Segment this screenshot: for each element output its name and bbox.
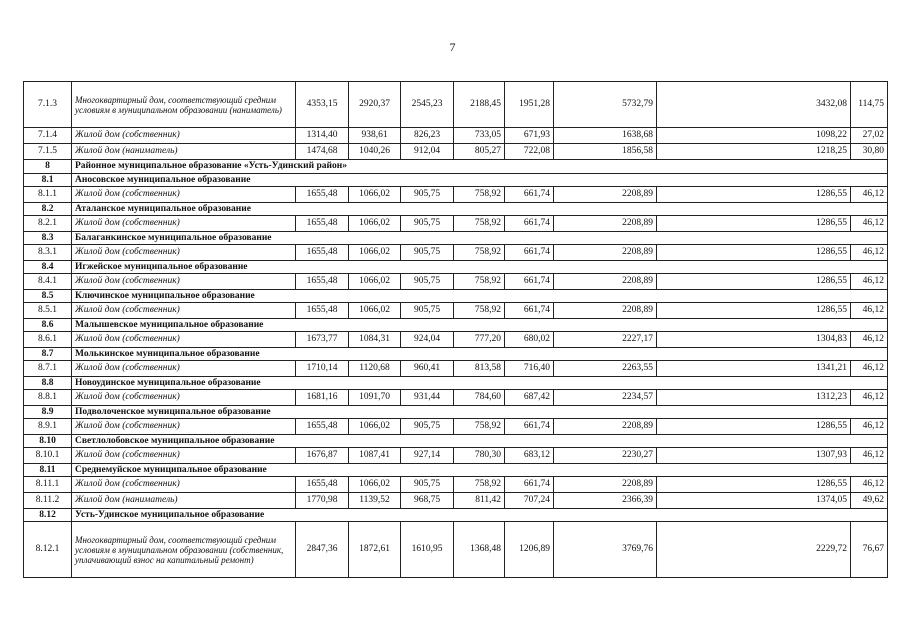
value-cell: 2366,39 <box>554 493 657 509</box>
row-code: 7.1.3 <box>24 82 72 128</box>
value-cell: 1655,48 <box>296 216 349 232</box>
value-cell: 924,04 <box>401 332 454 348</box>
table-row <box>24 390 888 406</box>
value-cell: 1655,48 <box>296 274 349 290</box>
value-cell: 1638,68 <box>554 128 657 144</box>
value-cell: 2208,89 <box>554 477 657 493</box>
section-title: Среднемуйское муниципальное образование <box>72 464 888 477</box>
table-row <box>24 303 888 319</box>
value-cell: 931,44 <box>401 390 454 406</box>
value-cell: 1856,58 <box>554 144 657 160</box>
value-cell: 1368,48 <box>454 522 505 578</box>
value-cell: 114,75 <box>851 82 888 128</box>
value-cell: 1710,14 <box>296 361 349 377</box>
row-code: 8.3 <box>24 232 72 245</box>
table-row <box>24 493 888 509</box>
value-cell: 661,74 <box>505 477 554 493</box>
section-title: Светлолобовское муниципальное образование <box>72 435 888 448</box>
value-cell: 661,74 <box>505 274 554 290</box>
row-code: 8.1 <box>24 174 72 187</box>
table-section-row <box>24 232 888 245</box>
section-title: Новоудинское муниципальное образование <box>72 377 888 390</box>
table-section-row <box>24 290 888 303</box>
section-title: Малышевское муниципальное образование <box>72 319 888 332</box>
value-cell: 49,62 <box>851 493 888 509</box>
value-cell: 76,67 <box>851 522 888 578</box>
value-cell: 1120,68 <box>349 361 401 377</box>
value-cell: 46,12 <box>851 245 888 261</box>
row-code: 8.9.1 <box>24 419 72 435</box>
row-description: Жилой дом (собственник) <box>72 419 296 435</box>
row-code: 8.12 <box>24 509 72 522</box>
value-cell: 1066,02 <box>349 303 401 319</box>
value-cell: 2847,36 <box>296 522 349 578</box>
table-row <box>24 274 888 290</box>
value-cell: 1655,48 <box>296 187 349 203</box>
value-cell: 1206,89 <box>505 522 554 578</box>
value-cell: 2208,89 <box>554 216 657 232</box>
value-cell: 1091,70 <box>349 390 401 406</box>
row-description: Жилой дом (собственник) <box>72 187 296 203</box>
value-cell: 661,74 <box>505 187 554 203</box>
value-cell: 46,12 <box>851 216 888 232</box>
table-body <box>24 82 888 578</box>
value-cell: 2227,17 <box>554 332 657 348</box>
row-description: Жилой дом (собственник) <box>72 274 296 290</box>
value-cell: 1139,52 <box>349 493 401 509</box>
table-row <box>24 361 888 377</box>
table-section-row <box>24 348 888 361</box>
value-cell: 3769,76 <box>554 522 657 578</box>
row-code: 8.11.2 <box>24 493 72 509</box>
value-cell: 960,41 <box>401 361 454 377</box>
table-row <box>24 448 888 464</box>
value-cell: 1066,02 <box>349 187 401 203</box>
value-cell: 780,30 <box>454 448 505 464</box>
row-description: Жилой дом (собственник) <box>72 303 296 319</box>
row-code: 8.8 <box>24 377 72 390</box>
table-section-row <box>24 377 888 390</box>
value-cell: 3432,08 <box>657 82 851 128</box>
value-cell: 1066,02 <box>349 216 401 232</box>
section-title: Аносовское муниципальное образование <box>72 174 888 187</box>
row-code: 8.9 <box>24 406 72 419</box>
value-cell: 1286,55 <box>657 187 851 203</box>
value-cell: 2920,37 <box>349 82 401 128</box>
row-description: Жилой дом (собственник) <box>72 216 296 232</box>
value-cell: 1655,48 <box>296 477 349 493</box>
value-cell: 1610,95 <box>401 522 454 578</box>
table-row <box>24 216 888 232</box>
value-cell: 683,12 <box>505 448 554 464</box>
value-cell: 905,75 <box>401 303 454 319</box>
row-code: 8.5 <box>24 290 72 303</box>
value-cell: 733,05 <box>454 128 505 144</box>
value-cell: 1304,83 <box>657 332 851 348</box>
value-cell: 2208,89 <box>554 245 657 261</box>
row-description: Многоквартирный дом, соответствующий средним условиям в муниципальном образовании (наниматель) <box>72 82 296 128</box>
value-cell: 1218,25 <box>657 144 851 160</box>
row-code: 8.11.1 <box>24 477 72 493</box>
row-description: Жилой дом (собственник) <box>72 128 296 144</box>
row-code: 8.4 <box>24 261 72 274</box>
value-cell: 927,14 <box>401 448 454 464</box>
value-cell: 1374,05 <box>657 493 851 509</box>
value-cell: 661,74 <box>505 303 554 319</box>
value-cell: 1066,02 <box>349 477 401 493</box>
section-title: Районное муниципальное образование «Усть-Удинский район» <box>72 160 888 174</box>
row-code: 8 <box>24 160 72 174</box>
tariff-table <box>23 81 888 578</box>
row-code: 8.5.1 <box>24 303 72 319</box>
value-cell: 661,74 <box>505 216 554 232</box>
section-title: Подволоченское муниципальное образование <box>72 406 888 419</box>
value-cell: 1770,98 <box>296 493 349 509</box>
row-description: Жилой дом (наниматель) <box>72 493 296 509</box>
value-cell: 1286,55 <box>657 245 851 261</box>
value-cell: 46,12 <box>851 303 888 319</box>
row-description: Многоквартирный дом, соответствующий средним условиям в муниципальном образовании (собственник, уплачивающий взнос на капитальный ремонт) <box>72 522 296 578</box>
value-cell: 784,60 <box>454 390 505 406</box>
value-cell: 1286,55 <box>657 274 851 290</box>
value-cell: 1312,23 <box>657 390 851 406</box>
value-cell: 905,75 <box>401 216 454 232</box>
value-cell: 46,12 <box>851 332 888 348</box>
row-code: 8.7.1 <box>24 361 72 377</box>
value-cell: 1655,48 <box>296 419 349 435</box>
value-cell: 27,02 <box>851 128 888 144</box>
value-cell: 46,12 <box>851 361 888 377</box>
value-cell: 1655,48 <box>296 245 349 261</box>
row-description: Жилой дом (наниматель) <box>72 144 296 160</box>
section-title: Аталанское муниципальное образование <box>72 203 888 216</box>
table-row <box>24 187 888 203</box>
table-row <box>24 419 888 435</box>
value-cell: 758,92 <box>454 216 505 232</box>
value-cell: 30,80 <box>851 144 888 160</box>
value-cell: 661,74 <box>505 419 554 435</box>
value-cell: 2229,72 <box>657 522 851 578</box>
value-cell: 2545,23 <box>401 82 454 128</box>
value-cell: 1673,77 <box>296 332 349 348</box>
table-row <box>24 522 888 578</box>
table-section-row <box>24 464 888 477</box>
value-cell: 1098,22 <box>657 128 851 144</box>
table-row <box>24 477 888 493</box>
page-number: 7 <box>449 40 456 54</box>
value-cell: 1066,02 <box>349 245 401 261</box>
value-cell: 4353,15 <box>296 82 349 128</box>
table-main-heading-row <box>24 160 888 174</box>
value-cell: 905,75 <box>401 187 454 203</box>
value-cell: 938,61 <box>349 128 401 144</box>
section-title: Ключинское муниципальное образование <box>72 290 888 303</box>
value-cell: 1286,55 <box>657 477 851 493</box>
value-cell: 46,12 <box>851 419 888 435</box>
value-cell: 5732,79 <box>554 82 657 128</box>
value-cell: 46,12 <box>851 477 888 493</box>
section-title: Балаганкинское муниципальное образование <box>72 232 888 245</box>
table-section-row <box>24 319 888 332</box>
table-section-row <box>24 174 888 187</box>
value-cell: 2208,89 <box>554 274 657 290</box>
table-section-row <box>24 406 888 419</box>
row-code: 8.3.1 <box>24 245 72 261</box>
row-description: Жилой дом (собственник) <box>72 245 296 261</box>
value-cell: 687,42 <box>505 390 554 406</box>
table-row <box>24 332 888 348</box>
value-cell: 1655,48 <box>296 303 349 319</box>
value-cell: 680,02 <box>505 332 554 348</box>
value-cell: 1084,31 <box>349 332 401 348</box>
row-code: 8.1.1 <box>24 187 72 203</box>
value-cell: 716,40 <box>505 361 554 377</box>
value-cell: 1286,55 <box>657 303 851 319</box>
value-cell: 905,75 <box>401 419 454 435</box>
table-section-row <box>24 435 888 448</box>
table-section-row <box>24 509 888 522</box>
section-title: Усть-Удинское муниципальное образование <box>72 509 888 522</box>
value-cell: 811,42 <box>454 493 505 509</box>
row-description: Жилой дом (собственник) <box>72 477 296 493</box>
row-code: 7.1.5 <box>24 144 72 160</box>
value-cell: 1087,41 <box>349 448 401 464</box>
row-description: Жилой дом (собственник) <box>72 332 296 348</box>
value-cell: 905,75 <box>401 245 454 261</box>
value-cell: 758,92 <box>454 187 505 203</box>
row-code: 8.7 <box>24 348 72 361</box>
row-code: 8.4.1 <box>24 274 72 290</box>
value-cell: 805,27 <box>454 144 505 160</box>
value-cell: 46,12 <box>851 390 888 406</box>
row-description: Жилой дом (собственник) <box>72 361 296 377</box>
value-cell: 758,92 <box>454 477 505 493</box>
row-code: 8.10.1 <box>24 448 72 464</box>
value-cell: 1676,87 <box>296 448 349 464</box>
value-cell: 2230,27 <box>554 448 657 464</box>
value-cell: 758,92 <box>454 274 505 290</box>
value-cell: 2208,89 <box>554 187 657 203</box>
value-cell: 661,74 <box>505 245 554 261</box>
value-cell: 2188,45 <box>454 82 505 128</box>
section-title: Игжейское муниципальное образование <box>72 261 888 274</box>
table-section-row <box>24 261 888 274</box>
row-code: 8.12.1 <box>24 522 72 578</box>
row-code: 8.2 <box>24 203 72 216</box>
value-cell: 2208,89 <box>554 419 657 435</box>
value-cell: 1872,61 <box>349 522 401 578</box>
value-cell: 1286,55 <box>657 216 851 232</box>
row-code: 8.8.1 <box>24 390 72 406</box>
value-cell: 826,23 <box>401 128 454 144</box>
row-code: 8.11 <box>24 464 72 477</box>
table-row <box>24 245 888 261</box>
value-cell: 1040,26 <box>349 144 401 160</box>
value-cell: 2263,55 <box>554 361 657 377</box>
row-code: 7.1.4 <box>24 128 72 144</box>
row-code: 8.6.1 <box>24 332 72 348</box>
row-description: Жилой дом (собственник) <box>72 448 296 464</box>
value-cell: 968,75 <box>401 493 454 509</box>
value-cell: 707,24 <box>505 493 554 509</box>
value-cell: 46,12 <box>851 274 888 290</box>
value-cell: 1066,02 <box>349 274 401 290</box>
value-cell: 46,12 <box>851 448 888 464</box>
value-cell: 46,12 <box>851 187 888 203</box>
value-cell: 2208,89 <box>554 303 657 319</box>
row-description: Жилой дом (собственник) <box>72 390 296 406</box>
value-cell: 1314,40 <box>296 128 349 144</box>
value-cell: 758,92 <box>454 419 505 435</box>
value-cell: 671,93 <box>505 128 554 144</box>
value-cell: 1474,68 <box>296 144 349 160</box>
value-cell: 1951,28 <box>505 82 554 128</box>
value-cell: 912,04 <box>401 144 454 160</box>
value-cell: 905,75 <box>401 274 454 290</box>
value-cell: 2234,57 <box>554 390 657 406</box>
table-row <box>24 128 888 144</box>
value-cell: 905,75 <box>401 477 454 493</box>
value-cell: 813,58 <box>454 361 505 377</box>
row-code: 8.2.1 <box>24 216 72 232</box>
value-cell: 777,20 <box>454 332 505 348</box>
value-cell: 1341,21 <box>657 361 851 377</box>
table-row <box>24 82 888 128</box>
table-section-row <box>24 203 888 216</box>
value-cell: 722,08 <box>505 144 554 160</box>
value-cell: 758,92 <box>454 245 505 261</box>
row-code: 8.10 <box>24 435 72 448</box>
value-cell: 1286,55 <box>657 419 851 435</box>
value-cell: 758,92 <box>454 303 505 319</box>
table-row <box>24 144 888 160</box>
value-cell: 1066,02 <box>349 419 401 435</box>
row-code: 8.6 <box>24 319 72 332</box>
value-cell: 1307,93 <box>657 448 851 464</box>
value-cell: 1681,16 <box>296 390 349 406</box>
section-title: Молькинское муниципальное образование <box>72 348 888 361</box>
